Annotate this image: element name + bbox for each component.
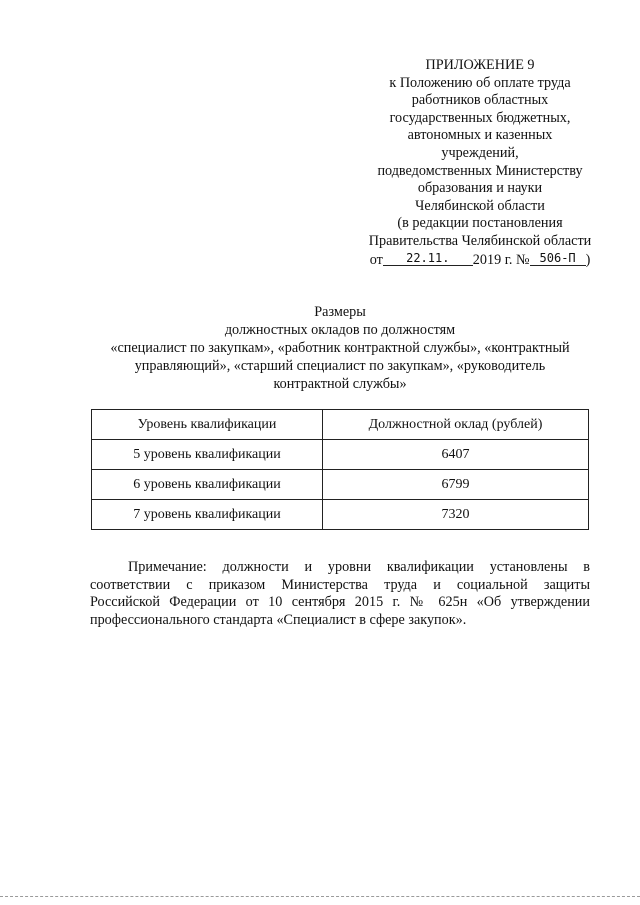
year-text: 2019 г. № bbox=[472, 251, 530, 268]
header-line: автономных и казенных bbox=[407, 127, 553, 144]
salary-cell: 7320 bbox=[323, 500, 589, 530]
header-line: Правительства Челябинской области bbox=[368, 232, 592, 249]
salary-cell: 6407 bbox=[323, 440, 589, 470]
appendix-label: ПРИЛОЖЕНИЕ 9 bbox=[425, 57, 535, 73]
title-line: должностных окладов по должностям bbox=[224, 322, 456, 338]
title-line: «специалист по закупкам», «работник контрактной службы», «контрактный bbox=[110, 340, 570, 356]
date-prefix: от bbox=[369, 251, 383, 268]
table-row bbox=[92, 500, 589, 530]
salary-table bbox=[91, 409, 589, 530]
date-value: 22.11. bbox=[383, 251, 473, 266]
header-line: учреждений, bbox=[441, 144, 519, 161]
header-line: работников областных bbox=[411, 92, 549, 109]
column-header-qualification: Уровень квалификации bbox=[92, 410, 323, 440]
resolution-date-line bbox=[340, 251, 620, 270]
appendix-header bbox=[340, 57, 620, 269]
table-header-row bbox=[92, 410, 589, 440]
header-line: к Положению об оплате труда bbox=[389, 74, 571, 91]
note-paragraph bbox=[90, 559, 590, 629]
header-line: (в редакции постановления bbox=[397, 215, 563, 232]
title-line: контрактной службы» bbox=[273, 376, 407, 392]
header-line: Челябинской области bbox=[415, 197, 545, 214]
qualification-cell: 6 уровень квалификации bbox=[92, 470, 323, 500]
table-row bbox=[92, 470, 589, 500]
title-line: Размеры bbox=[314, 304, 366, 320]
header-line: образования и науки bbox=[417, 180, 543, 197]
note-line: профессионального стандарта «Специалист в сфере закупок». bbox=[90, 611, 467, 628]
note-line: соответствии с приказом Министерства труда и социальной защиты bbox=[90, 576, 590, 593]
salary-cell: 6799 bbox=[323, 470, 589, 500]
table-row bbox=[92, 440, 589, 470]
close-paren: ) bbox=[585, 251, 591, 268]
note-line: Примечание: должности и уровни квалификации установлены в bbox=[128, 559, 590, 575]
column-header-salary: Должностной оклад (рублей) bbox=[323, 410, 589, 440]
document-title bbox=[40, 303, 640, 393]
qualification-cell: 5 уровень квалификации bbox=[92, 440, 323, 470]
page-bottom-edge bbox=[0, 896, 640, 899]
header-line: подведомственных Министерству bbox=[377, 162, 583, 179]
resolution-number: 506-П bbox=[530, 251, 586, 266]
title-line: управляющий», «старший специалист по закупкам», «руководитель bbox=[134, 358, 546, 374]
note-line: Российской Федерации от 10 сентября 2015 г. № 625н «Об утверждении bbox=[90, 594, 590, 611]
header-line: государственных бюджетных, bbox=[389, 109, 571, 126]
qualification-cell: 7 уровень квалификации bbox=[92, 500, 323, 530]
